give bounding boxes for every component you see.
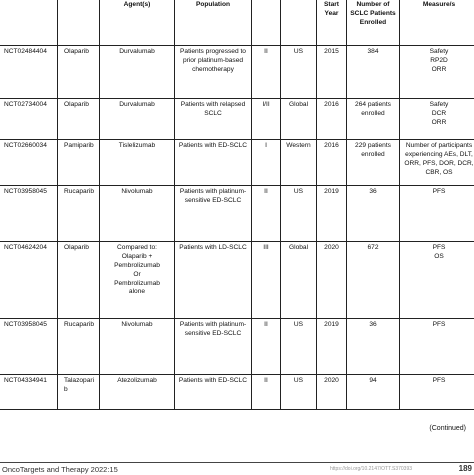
cell-phase: II [252,186,281,242]
cell-patients-enrolled: 94 [347,375,400,410]
header-population: Population [175,0,252,46]
cell-phase: III [252,242,281,319]
cell-line: Safety [402,48,474,57]
cell-trial-id: NCT03958045 [0,186,58,242]
table-header-row [0,0,474,46]
cell-patients-enrolled: 229 patients enrolled [347,140,400,186]
cell-region: US [281,375,317,410]
cell-parp-inhibitor: Rucaparib [58,186,100,242]
cell-line: alone [102,288,172,297]
footer-divider [0,462,474,463]
cell-patients-enrolled: 36 [347,319,400,375]
cell-line: Compared to: [102,244,172,253]
cell-agents [100,242,175,319]
header-measures: Measure/s [400,0,474,46]
cell-population: Patients with platinum-sensitive ED-SCLC [175,186,252,242]
cell-measures [400,99,474,140]
cell-phase: I/II [252,99,281,140]
table-row [0,140,474,186]
continued-label: (Continued) [429,424,466,433]
cell-agents: Durvalumab [100,46,175,99]
cell-phase: II [252,319,281,375]
cell-measures [400,46,474,99]
cell-line: Safety [402,101,474,110]
cell-line: RP2D [402,57,474,66]
cell-line: Pembrolizumab [102,262,172,271]
cell-population: Patients with ED-SCLC [175,140,252,186]
cell-agents: Nivolumab [100,186,175,242]
cell-parp-inhibitor: Olaparib [58,46,100,99]
cell-start-year: 2016 [317,140,347,186]
page-number: 189 [459,464,472,475]
cell-start-year: 2020 [317,375,347,410]
cell-line: OS [402,253,474,262]
table-row [0,375,474,410]
cell-line: DCR [402,110,474,119]
header-trial-id [0,0,58,46]
cell-region: US [281,46,317,99]
cell-population: Patients with platinum-sensitive ED-SCLC [175,319,252,375]
cell-patients-enrolled: 36 [347,186,400,242]
cell-measures: Number of participants experiencing AEs, DLT, ORR, PFS, DOR, DCR, CBR, OS [400,140,474,186]
cell-population: Patients with relapsed SCLC [175,99,252,140]
cell-measures: PFS [400,319,474,375]
cell-parp-inhibitor: Pamiparib [58,140,100,186]
table-body [0,46,474,410]
cell-phase: II [252,375,281,410]
cell-start-year: 2016 [317,99,347,140]
header-agents: Agent(s) [100,0,175,46]
cell-parp-inhibitor: Olaparib [58,99,100,140]
cell-line: PFS [402,244,474,253]
cell-line: Pembrolizumab [102,280,172,289]
table-row [0,242,474,319]
cell-parp-inhibitor: Rucaparib [58,319,100,375]
cell-population: Patients progressed to prior platinum-based chemotherapy [175,46,252,99]
cell-population: Patients with LD-SCLC [175,242,252,319]
cell-agents: Nivolumab [100,319,175,375]
cell-start-year: 2020 [317,242,347,319]
header-start-year: Start Year [317,0,347,46]
table-row [0,319,474,375]
cell-region: US [281,319,317,375]
cell-trial-id: NCT02660034 [0,140,58,186]
header-parp-inhibitor [58,0,100,46]
cell-trial-id: NCT02484404 [0,46,58,99]
cell-line: ORR [402,119,474,128]
cell-region: US [281,186,317,242]
cell-agents: Durvalumab [100,99,175,140]
cell-agents: Atezolizumab [100,375,175,410]
table-row [0,46,474,99]
cell-parp-inhibitor: Talazoparib [58,375,100,410]
footer-journal: OncoTargets and Therapy 2022:15 [2,465,118,475]
cell-measures: PFS [400,186,474,242]
cell-line: Olaparib + [102,253,172,262]
cell-line: ORR [402,66,474,75]
cell-patients-enrolled: 264 patients enrolled [347,99,400,140]
cell-parp-inhibitor: Olaparib [58,242,100,319]
table-row [0,99,474,140]
cell-population: Patients with ED-SCLC [175,375,252,410]
header-phase [252,0,281,46]
cell-trial-id: NCT02734004 [0,99,58,140]
cell-phase: II [252,46,281,99]
cell-start-year: 2019 [317,319,347,375]
cell-phase: I [252,140,281,186]
cell-start-year: 2015 [317,46,347,99]
cell-patients-enrolled: 672 [347,242,400,319]
cell-region: Global [281,242,317,319]
cell-patients-enrolled: 384 [347,46,400,99]
cell-trial-id: NCT03958045 [0,319,58,375]
cell-measures [400,242,474,319]
cell-trial-id: NCT04624204 [0,242,58,319]
cell-agents: Tislelizumab [100,140,175,186]
cell-measures: PFS [400,375,474,410]
footer-doi-link[interactable]: https://doi.org/10.2147/OTT.S370393 [330,466,412,473]
cell-region: Global [281,99,317,140]
table-row [0,186,474,242]
header-patients-enrolled: Number of SCLC Patients Enrolled [347,0,400,46]
cell-start-year: 2019 [317,186,347,242]
header-region [281,0,317,46]
cell-trial-id: NCT04334941 [0,375,58,410]
cell-line: Or [102,271,172,280]
cell-region: Western [281,140,317,186]
